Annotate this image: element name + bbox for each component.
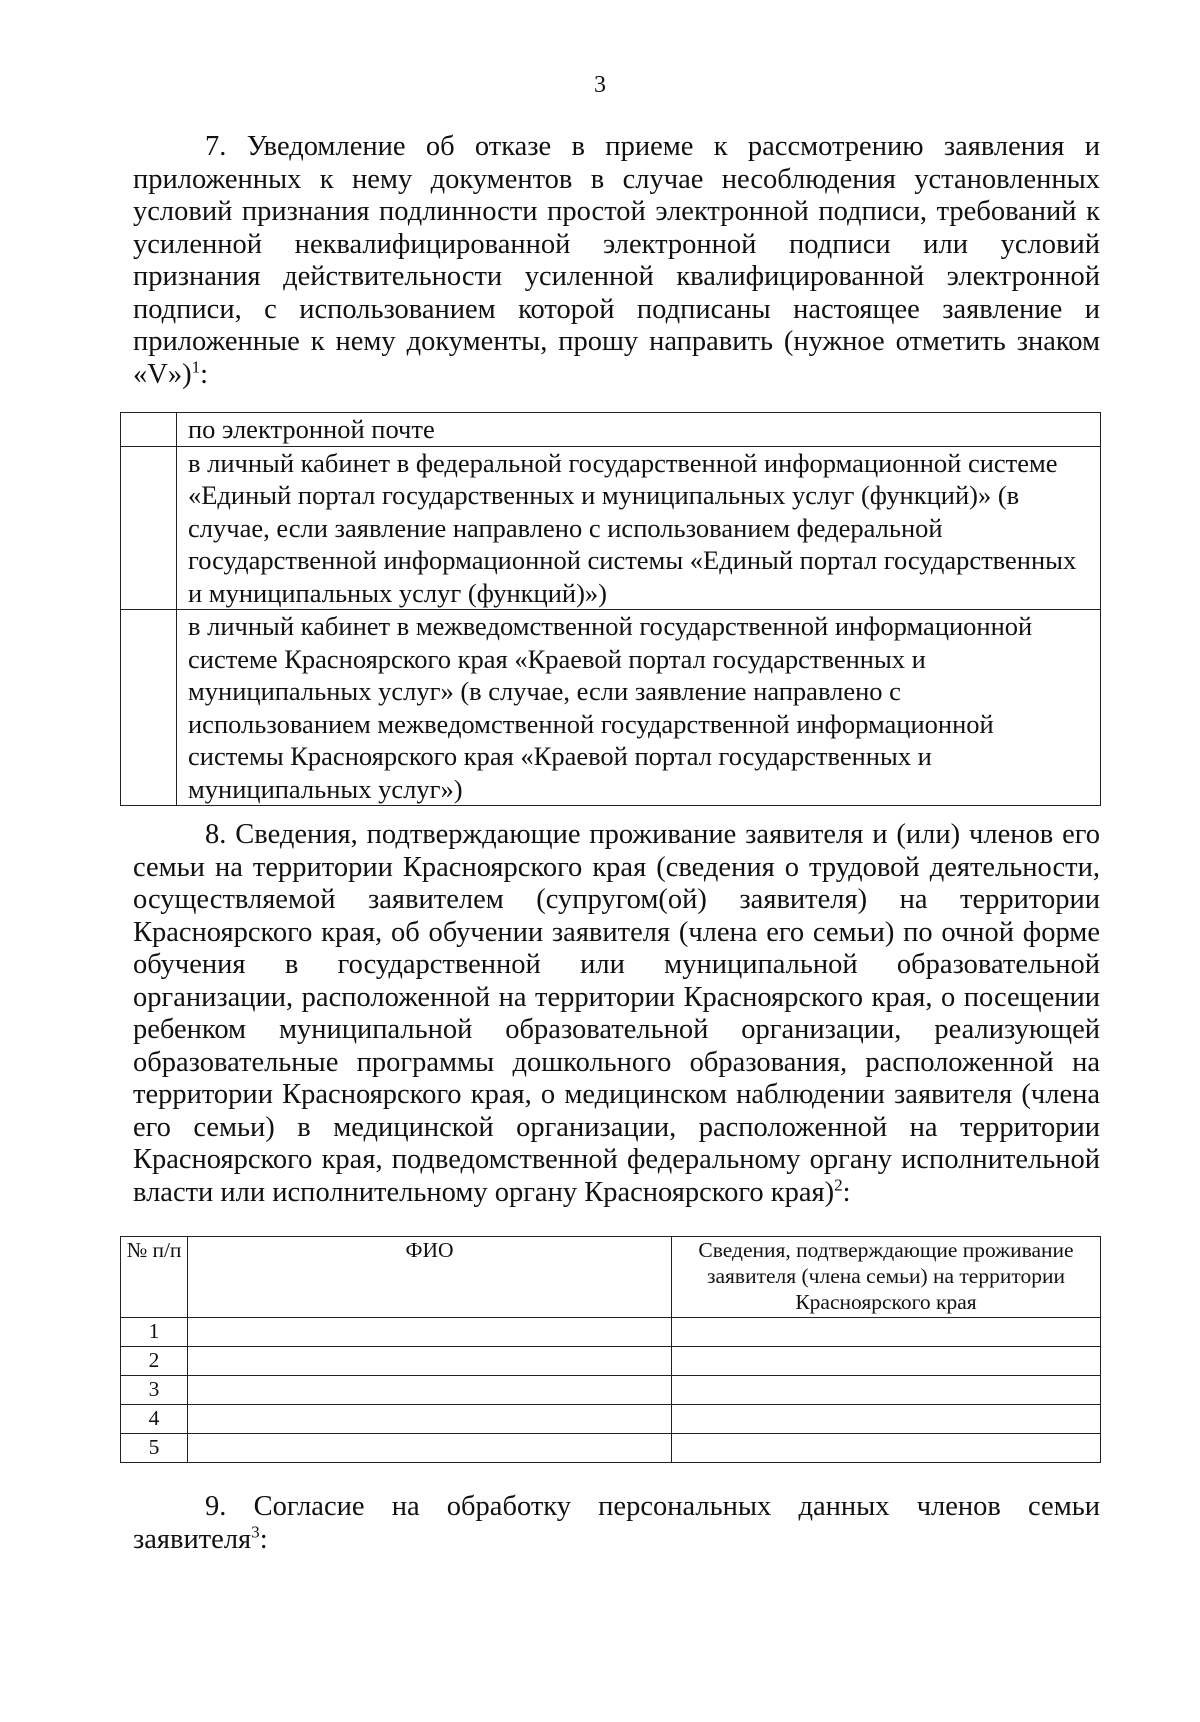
delivery-option-federal-portal	[121, 446, 1101, 610]
table-row	[121, 1405, 1101, 1434]
section-8-colon: :	[842, 1176, 851, 1208]
option-checkbox-cell[interactable]	[121, 413, 177, 447]
option-label: в личный кабинет в федеральной государственной информационной системе «Единый портал государственных и муниципальных услуг (функций)» (в случае, если заявление направлено с использованием федеральной государственной информационной системы «Единый портал государственных и муниципальных услуг (функций)»)	[177, 446, 1101, 610]
footnote-ref: 2	[834, 1175, 843, 1194]
table-header-row	[121, 1237, 1101, 1318]
section-7-paragraph	[133, 131, 1100, 391]
delivery-options-table	[120, 412, 1101, 806]
column-header-number: № п/п	[121, 1237, 188, 1318]
family-members-table	[120, 1236, 1101, 1463]
section-9-paragraph	[133, 1491, 1100, 1556]
option-label: в личный кабинет в межведомственной государственной информационной системе Красноярского края «Краевой портал государственных и муниципальных услуг» (в случае, если заявление направлено с использованием межведомственной государственной информационной системы Красноярского края «Краевой портал государственных и муниципальных услуг»)	[177, 610, 1101, 806]
section-8-paragraph	[133, 819, 1100, 1209]
fio-cell[interactable]	[188, 1376, 672, 1405]
table-row	[121, 1434, 1101, 1463]
column-header-fio: ФИО	[188, 1237, 672, 1318]
page-number: 3	[594, 72, 606, 98]
row-number: 1	[121, 1318, 188, 1347]
fio-cell[interactable]	[188, 1318, 672, 1347]
section-7-text: 7. Уведомление об отказе в приеме к рассмотрению заявления и приложенных к нему документов в случае несоблюдения установленных условий признания подлинности простой электронной подписи, требований к усиленной неквалифицированной электронной подписи или условий признания действительности усиленной квалифицированной электронной подписи, с использованием которой подписаны настоящее заявление и приложенные к нему документы, прошу направить (нужное отметить знаком «V»)	[133, 131, 1100, 390]
row-number: 5	[121, 1434, 188, 1463]
footnote-ref: 1	[191, 357, 201, 376]
row-number: 4	[121, 1405, 188, 1434]
option-checkbox-cell[interactable]	[121, 446, 177, 610]
table-row	[121, 1347, 1101, 1376]
residence-info-cell[interactable]	[672, 1434, 1101, 1463]
footnote-ref: 3	[251, 1522, 260, 1541]
table-row	[121, 1318, 1101, 1347]
residence-info-cell[interactable]	[672, 1405, 1101, 1434]
section-9-text: 9. Согласие на обработку персональных данных членов семьи заявителя	[133, 1491, 1100, 1555]
option-label: по электронной почте	[177, 413, 1101, 447]
residence-info-cell[interactable]	[672, 1318, 1101, 1347]
column-header-residence-info: Сведения, подтверждающие проживание заявителя (члена семьи) на территории Красноярского края	[672, 1237, 1101, 1318]
section-7-colon: :	[200, 358, 209, 390]
section-9-colon: :	[259, 1523, 268, 1555]
fio-cell[interactable]	[188, 1347, 672, 1376]
delivery-option-email	[121, 413, 1101, 447]
row-number: 3	[121, 1376, 188, 1405]
fio-cell[interactable]	[188, 1405, 672, 1434]
section-8-text: 8. Сведения, подтверждающие проживание заявителя и (или) членов его семьи на территории Красноярского края (сведения о трудовой деятельности, осуществляемой заявителем (супругом(ой) заявителя) на территории Красноярского края, об обучении заявителя (члена его семьи) по очной форме обучения в государственной или муниципальной образовательной организации, расположенной на территории Красноярского края, о посещении ребенком муниципальной образовательной организации, реализующей образовательные программы дошкольного образования, расположенной на территории Красноярского края, о медицинском наблюдении заявителя (члена его семьи) в медицинской организации, расположенной на территории Красноярского края, подведомственной федеральному органу исполнительной власти или исполнительному органу Красноярского края)	[133, 819, 1100, 1208]
row-number: 2	[121, 1347, 188, 1376]
delivery-option-regional-portal	[121, 610, 1101, 806]
option-checkbox-cell[interactable]	[121, 610, 177, 806]
fio-cell[interactable]	[188, 1434, 672, 1463]
table-row	[121, 1376, 1101, 1405]
residence-info-cell[interactable]	[672, 1347, 1101, 1376]
residence-info-cell[interactable]	[672, 1376, 1101, 1405]
